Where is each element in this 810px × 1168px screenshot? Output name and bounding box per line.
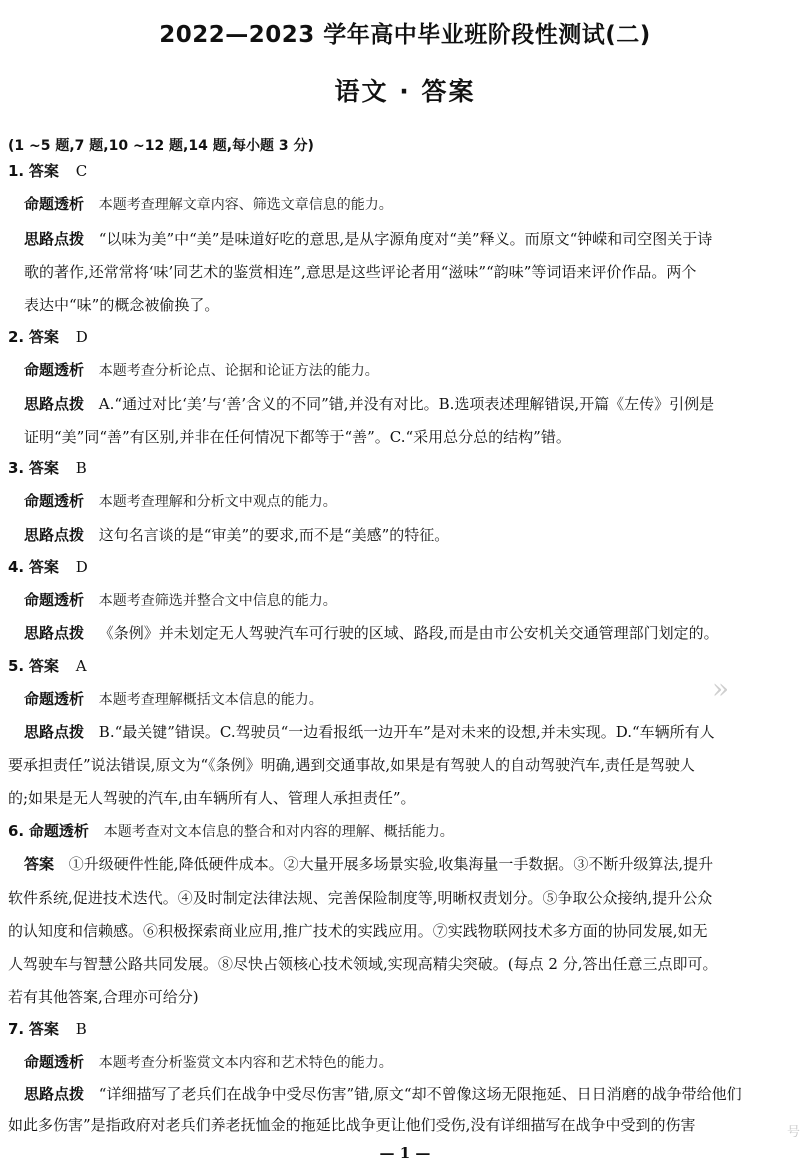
q2-analysis-label: 命题透析 <box>24 361 85 379</box>
q4-analysis-row <box>24 590 337 611</box>
q2-hint-line-1: A.“通过对比‘美’与‘善’含义的不同”错,并没有对比。B.选项表述理解错误,开篇《左传》引例是 <box>98 395 715 413</box>
q2-analysis-row <box>24 360 379 381</box>
q2-hint-label: 思路点拨 <box>24 395 85 413</box>
q7-hint-label: 思路点拨 <box>24 1085 85 1103</box>
q6-answer-line-4: 人驾驶车与智慧公路共同发展。⑧尽快占领核心技术领域,实现高精尖突破。(每点 2 分,答出任意三点即可。 <box>8 955 718 973</box>
q4-answer-value: D <box>75 558 88 576</box>
q6-number: 6. <box>8 822 25 840</box>
q4-number: 4. <box>8 558 25 576</box>
q3-analysis-row <box>24 491 337 512</box>
q6-answer-line-5: 若有其他答案,合理亦可给分) <box>8 988 199 1006</box>
q5-number: 5. <box>8 657 25 675</box>
q1-hint-line-1: “以味为美”中“美”是味道好吃的意思,是从字源角度对“美”释义。而原文“钟嵘和司空图关于诗 <box>98 230 713 248</box>
q4-answer-row <box>8 557 88 577</box>
q2-analysis-text: 本题考查分析论点、论据和论证方法的能力。 <box>98 363 379 379</box>
q6-answer-row <box>24 854 713 874</box>
q1-hint-line-3: 表达中“味”的概念被偷换了。 <box>24 296 220 314</box>
q4-analysis-text: 本题考查筛选并整合文中信息的能力。 <box>98 593 337 609</box>
q5-analysis-text: 本题考查理解概括文本信息的能力。 <box>98 692 323 708</box>
q1-analysis-label: 命题透析 <box>24 195 85 213</box>
q6-analysis-row <box>8 821 454 842</box>
q6-answer-line-2: 软件系统,促进技术迭代。④及时制定法律法规、完善保险制度等,明晰权责划分。⑤争取公众接纳,提升公众 <box>8 889 713 907</box>
q2-hint-line-2: 证明“美”同“善”有区别,并非在任何情况下都等于“善”。C.“采用总分总的结构”错。 <box>24 428 571 446</box>
page-title: 2022—2023 学年高中毕业班阶段性测试(二) <box>159 22 651 48</box>
q1-analysis-text: 本题考查理解文章内容、筛选文章信息的能力。 <box>98 197 393 213</box>
q2-answer-value: D <box>75 328 88 346</box>
q1-analysis-row <box>24 194 393 215</box>
q3-hint-line-1: 这句名言谈的是“审美”的要求,而不是“美感”的特征。 <box>98 526 450 544</box>
q1-hint-row <box>24 229 712 249</box>
q5-answer-value: A <box>75 657 87 675</box>
q6-answer-line-3: 的认知度和信赖感。⑥积极探索商业应用,推广技术的实践应用。⑦实践物联网技术多方面的协同发展,如无 <box>8 922 708 940</box>
q4-analysis-label: 命题透析 <box>24 591 85 609</box>
q7-number: 7. <box>8 1020 25 1038</box>
q5-answer-label: 答案 <box>28 657 59 675</box>
q3-answer-value: B <box>75 459 87 477</box>
q7-analysis-label: 命题透析 <box>24 1053 85 1071</box>
q5-hint-row <box>24 722 715 742</box>
q3-number: 3. <box>8 459 25 477</box>
q3-hint-row <box>24 525 449 545</box>
q2-answer-row <box>8 327 88 347</box>
q4-hint-line-1: 《条例》并未划定无人驾驶汽车可行驶的区域、路段,而是由市公安机关交通管理部门划定的。 <box>98 624 719 642</box>
q4-answer-label: 答案 <box>28 558 59 576</box>
q1-answer-label: 答案 <box>28 162 59 180</box>
q6-answer-line-1: ①升级硬件性能,降低硬件成本。②大量开展多场景实验,收集海量一手数据。③不断升级算法,提升 <box>68 855 714 873</box>
page-number: — 1 — <box>379 1144 431 1162</box>
watermark-label: 号 <box>786 1125 800 1140</box>
q3-answer-label: 答案 <box>28 459 59 477</box>
q6-analysis-text: 本题考查对文本信息的整合和对内容的理解、概括能力。 <box>103 824 454 840</box>
q5-analysis-row <box>24 689 323 710</box>
q6-analysis-label: 命题透析 <box>28 822 89 840</box>
q5-hint-line-2: 要承担责任”说法错误,原文为“《条例》明确,遇到交通事故,如果是有驾驶人的自动驾驶汽车,责任是驾驶人 <box>8 756 695 774</box>
q1-number: 1. <box>8 162 25 180</box>
q7-answer-row <box>8 1019 87 1039</box>
q2-hint-row <box>24 394 714 414</box>
q5-answer-row <box>8 656 87 676</box>
q5-hint-line-1: B.“最关键”错误。C.驾驶员“一边看报纸一边开车”是对未来的设想,并未实现。D.“车辆所有人 <box>98 723 715 741</box>
q3-analysis-text: 本题考查理解和分析文中观点的能力。 <box>98 494 337 510</box>
q1-answer-value: C <box>75 162 88 180</box>
q3-analysis-label: 命题透析 <box>24 492 85 510</box>
q1-hint-line-2: 歌的著作,还常常将‘味’同艺术的鉴赏相连”,意思是这些评论者用“滋味”“韵味”等词语来评价作品。两个 <box>24 263 697 281</box>
q5-hint-line-3: 的;如果是无人驾驶的汽车,由车辆所有人、管理人承担责任”。 <box>8 789 416 807</box>
q5-hint-label: 思路点拨 <box>24 723 85 741</box>
q7-hint-line-2: 如此多伤害”是指政府对老兵们养老抚恤金的拖延比战争更让他们受伤,没有详细描写在战争中受到的伤害 <box>8 1116 696 1134</box>
q1-answer-row <box>8 161 87 181</box>
q1-hint-label: 思路点拨 <box>24 230 85 248</box>
q2-number: 2. <box>8 328 25 346</box>
q7-answer-label: 答案 <box>28 1020 59 1038</box>
scoring-note: (1 ~5 题,7 题,10 ~12 题,14 题,每小题 3 分) <box>8 138 314 154</box>
q3-hint-label: 思路点拨 <box>24 526 85 544</box>
q3-answer-row <box>8 458 87 478</box>
q7-hint-line-1: “详细描写了老兵们在战争中受尽伤害”错,原文“却不曾像这场无限拖延、日日消磨的战争带给他们 <box>98 1085 742 1103</box>
q4-hint-row <box>24 623 719 643</box>
q7-answer-value: B <box>75 1020 87 1038</box>
q6-answer-label: 答案 <box>24 855 55 873</box>
q5-analysis-label: 命题透析 <box>24 690 85 708</box>
q7-hint-row <box>24 1084 742 1104</box>
q2-answer-label: 答案 <box>28 328 59 346</box>
q7-analysis-text: 本题考查分析鉴赏文本内容和艺术特色的能力。 <box>98 1055 393 1071</box>
q7-analysis-row <box>24 1052 393 1073</box>
page-subtitle: 语文 · 答案 <box>334 77 476 106</box>
watermark-chevron-icon: » <box>712 672 730 705</box>
q4-hint-label: 思路点拨 <box>24 624 85 642</box>
